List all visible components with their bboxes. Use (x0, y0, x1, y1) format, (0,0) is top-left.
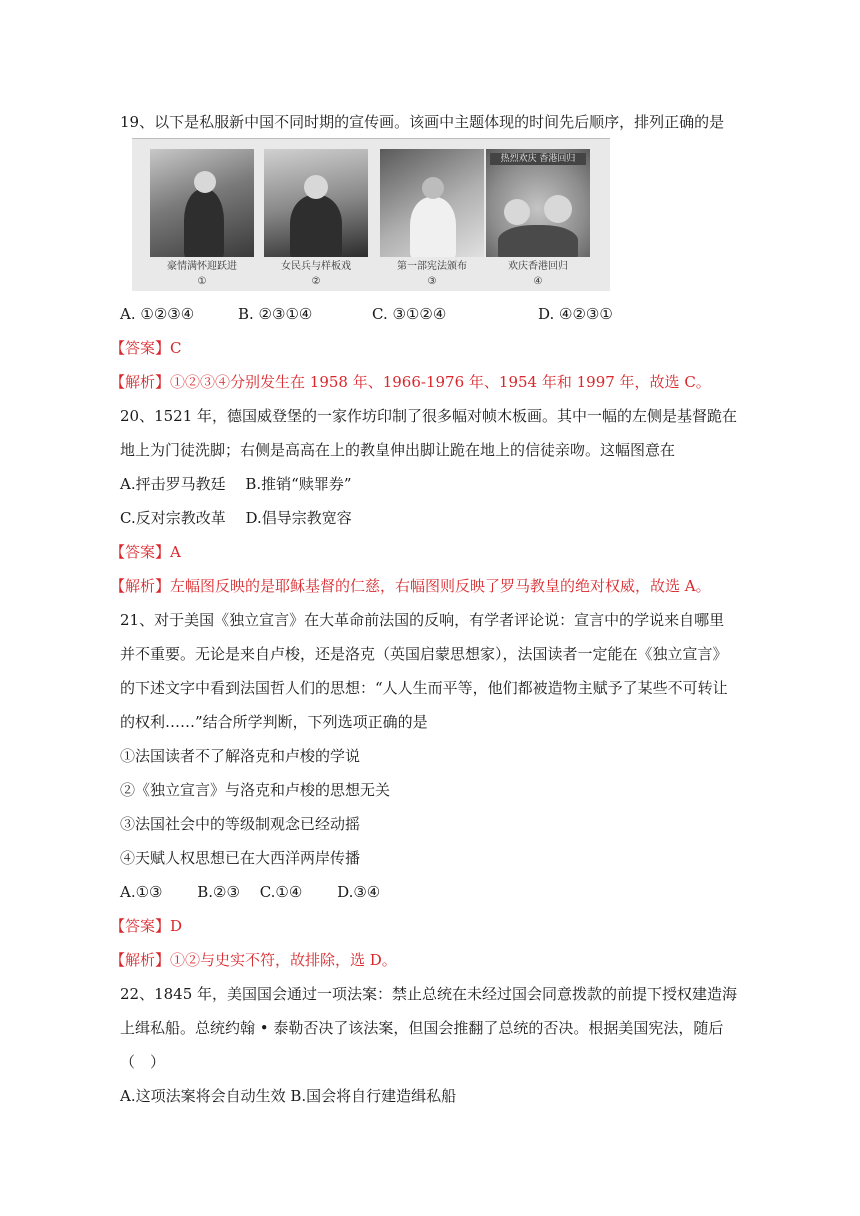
poster-1-image (150, 149, 254, 257)
poster-4-image (486, 149, 590, 257)
q20-options-line-2: C.反对宗教改革 D.倡导宗教宽容 (120, 509, 352, 527)
q20-options-line-1: A.抨击罗马教廷 B.推销“赎罪券” (120, 475, 352, 493)
poster-3-image (380, 149, 484, 257)
poster-2-image (264, 149, 368, 257)
q20-analysis: 【解析】左幅图反映的是耶稣基督的仁慈，右幅图则反映了罗马教皇的绝对权威，故选 A。 (110, 577, 711, 595)
q21-answer: 【答案】D (110, 917, 183, 935)
q22-options-line-1: A.这项法案将会自动生效 B.国会将自行建造缉私船 (120, 1087, 457, 1105)
q19-answer: 【答案】C (110, 339, 182, 357)
q21-stem-line-1: 21、对于美国《独立宣言》在大革命前法国的反响，有学者评论说：宣言中的学说来自哪里 (120, 611, 725, 629)
q19-option-d: D. ④②③① (538, 305, 613, 323)
q19-stem: 19、以下是私服新中国不同时期的宣传画。该画中主题体现的时间先后顺序，排列正确的是 (120, 113, 725, 131)
poster-4-caption: 欢庆香港回归 (508, 261, 568, 272)
q21-analysis: 【解析】①②与史实不符，故排除，选 D。 (110, 951, 397, 969)
q20-answer: 【答案】A (110, 543, 181, 561)
poster-1-caption: 豪情满怀迎跃进 (167, 261, 237, 272)
q19-analysis: 【解析】①②③④分别发生在 1958 年、1966-1976 年、1954 年和 1997 年，故选 C。 (110, 373, 711, 391)
q21-item-3: ③法国社会中的等级制观念已经动摇 (120, 815, 361, 833)
q20-stem-line-1: 20、1521 年，德国威登堡的一家作坊印制了很多幅对帧木板画。其中一幅的左侧是基督跪在 (120, 407, 738, 425)
q21-stem-line-4: 的权利……”结合所学判断，下列选项正确的是 (120, 713, 428, 731)
q21-stem-line-3: 的下述文字中看到法国哲人们的思想：“人人生而平等，他们都被造物主赋予了某些不可转让 (120, 679, 728, 697)
q19-option-b: B. ②③①④ (238, 305, 313, 323)
poster-4-number: ④ (533, 276, 543, 287)
poster-2-caption: 女民兵与样板戏 (281, 261, 351, 272)
q21-options: A.①③ B.②③ C.①④ D.③④ (120, 883, 381, 901)
q19-options (120, 304, 613, 324)
q22-stem-line-3: （ ） (120, 1053, 166, 1071)
q20-stem-line-2: 地上为门徒洗脚；右侧是高高在上的教皇伸出脚让跪在地上的信徒亲吻。这幅图意在 (120, 441, 676, 459)
q21-item-4: ④天赋人权思想已在大西洋两岸传播 (120, 849, 361, 867)
poster-2-number: ② (311, 276, 321, 287)
poster-3-caption: 第一部宪法颁布 (397, 261, 467, 272)
propaganda-posters-figure (132, 138, 610, 291)
q21-stem-line-2: 并不重要。无论是来自卢梭，还是洛克（英国启蒙思想家），法国读者一定能在《独立宣言》 (120, 645, 728, 663)
q19-option-c: C. ③①②④ (372, 305, 447, 323)
q21-item-2: ②《独立宣言》与洛克和卢梭的思想无关 (120, 781, 391, 799)
q22-stem-line-1: 22、1845 年，美国国会通过一项法案：禁止总统在未经过国会同意拨款的前提下授权建造海 (120, 985, 738, 1003)
q19-option-a: A. ①②③④ (120, 305, 195, 323)
q21-item-1: ①法国读者不了解洛克和卢梭的学说 (120, 747, 361, 765)
poster-3-number: ③ (427, 276, 437, 287)
q22-stem-line-2: 上缉私船。总统约翰 • 泰勒否决了该法案，但国会推翻了总统的否决。根据美国宪法，随后 (120, 1019, 724, 1037)
poster-1-number: ① (197, 276, 207, 287)
poster-4-banner: 热烈欢庆 香港回归 (490, 153, 586, 165)
